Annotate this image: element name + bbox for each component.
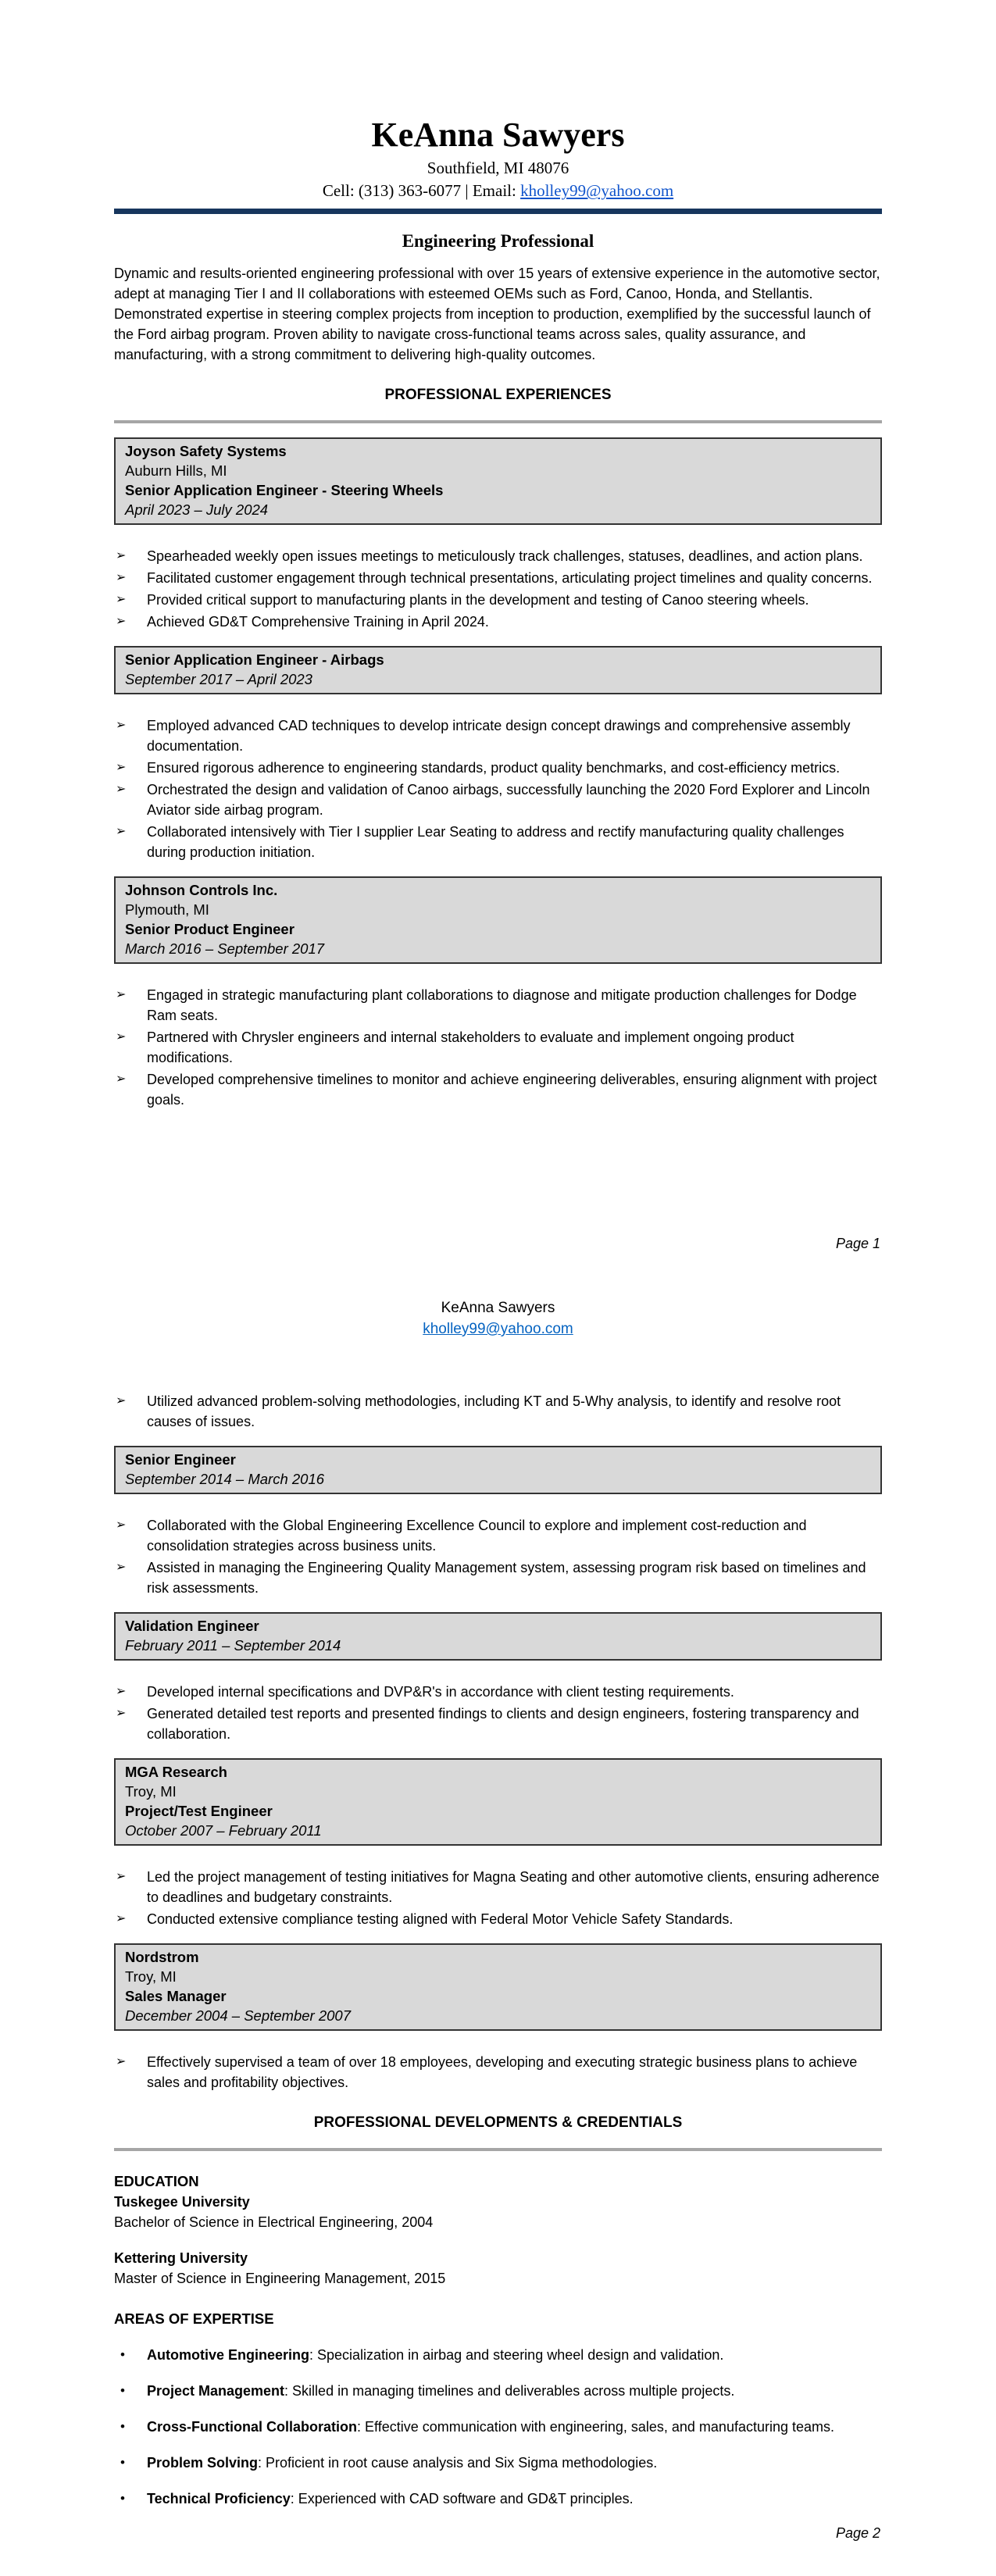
arrow-bullet-icon: ➢ xyxy=(116,1561,127,1574)
arrow-bullet-icon: ➢ xyxy=(116,1685,127,1698)
bullet-text: Ensured rigorous adherence to engineering standards, product quality benchmarks, and cost-efficiency metrics. xyxy=(147,759,841,776)
arrow-bullet-icon: ➢ xyxy=(116,570,127,584)
dot-bullet-icon: • xyxy=(120,2346,125,2362)
bullet-item xyxy=(114,780,882,820)
education-degree: Master of Science in Engineering Management, 2015 xyxy=(114,2270,446,2286)
expertise-description: : Skilled in managing timelines and deliverables across multiple projects. xyxy=(284,2382,735,2399)
bullet-list xyxy=(114,1867,882,1929)
section-heading-experiences: PROFESSIONAL EXPERIENCES xyxy=(384,387,612,404)
experience-header-line: Nordstrom xyxy=(125,1949,199,1965)
experience-header-line: April 2023 – July 2024 xyxy=(125,501,269,518)
dot-bullet-icon: • xyxy=(120,2418,125,2434)
arrow-bullet-icon: ➢ xyxy=(116,1072,127,1086)
bullet-text: Effectively supervised a team of over 18 employees, developing and executing strategic business plans to achieve sales and profitability objectives. xyxy=(147,2054,858,2090)
experience-header-line: Project/Test Engineer xyxy=(125,1803,273,1819)
bullet-item xyxy=(114,612,882,632)
bullet-text: Assisted in managing the Engineering Quality Management system, assessing program risk based on timelines and risk assessments. xyxy=(147,1560,866,1596)
arrow-bullet-icon: ➢ xyxy=(116,718,127,732)
arrow-bullet-icon: ➢ xyxy=(116,824,127,838)
expertise-description: : Experienced with CAD software and GD&T principles. xyxy=(290,2490,634,2506)
bullet-item xyxy=(114,715,882,756)
education-list xyxy=(114,2192,882,2289)
experience-header-box xyxy=(114,1943,882,2031)
experience-header-line: September 2014 – March 2016 xyxy=(125,1471,325,1487)
bullet-item xyxy=(114,985,882,1026)
bullet-item xyxy=(114,1682,882,1702)
arrow-bullet-icon: ➢ xyxy=(116,1707,127,1720)
bullet-text: Achieved GD&T Comprehensive Training in April 2024. xyxy=(147,613,489,630)
section-divider-rule xyxy=(114,420,882,423)
arrow-bullet-icon: ➢ xyxy=(116,1394,127,1408)
experience-header-line: Validation Engineer xyxy=(125,1618,259,1634)
bullet-item xyxy=(114,590,882,610)
bullet-item xyxy=(114,1704,882,1744)
bullet-item xyxy=(114,1027,882,1068)
experience-header-line: Joyson Safety Systems xyxy=(125,442,287,459)
expertise-text xyxy=(147,2381,734,2401)
bullet-list xyxy=(114,1515,882,1598)
experience-header-line: February 2011 – September 2014 xyxy=(125,1637,341,1654)
bullet-text: Facilitated customer engagement through technical presentations, articulating project timelines and quality concerns. xyxy=(147,569,873,586)
bullet-item xyxy=(114,1069,882,1110)
bullet-text: Collaborated intensively with Tier I supplier Lear Seating to address and rectify manufacturing quality challenges during production initiation. xyxy=(147,823,844,860)
experience-header-line: Plymouth, MI xyxy=(125,901,209,918)
experience-header-line: Senior Application Engineer - Airbags xyxy=(125,651,384,668)
experience-blocks-page2 xyxy=(114,1391,882,2093)
page-number-footer: Page 1 xyxy=(835,1236,880,1251)
bullet-list xyxy=(114,2052,882,2093)
experience-header-line: Johnson Controls Inc. xyxy=(125,881,278,898)
section-heading-credentials: PROFESSIONAL DEVELOPMENTS & CREDENTIALS xyxy=(313,2114,683,2131)
expertise-item xyxy=(114,2381,882,2401)
expertise-item xyxy=(114,2453,882,2473)
bullet-item xyxy=(114,568,882,588)
expertise-description: : Effective communication with engineering, sales, and manufacturing teams. xyxy=(357,2418,835,2435)
experience-blocks-page1 xyxy=(114,437,882,1110)
arrow-bullet-icon: ➢ xyxy=(116,1912,127,1925)
contact-prefix: Cell: (313) 363-6077 | Email: xyxy=(322,181,521,201)
expertise-term: Technical Proficiency xyxy=(147,2490,291,2506)
experience-header-line: Sales Manager xyxy=(125,1988,227,2004)
expertise-item xyxy=(114,2489,882,2509)
bullet-text: Orchestrated the design and validation of Canoo airbags, successfully launching the 2020 Ford Explorer and Lincoln Aviator side airbag program. xyxy=(147,781,870,818)
expertise-term: Cross-Functional Collaboration xyxy=(147,2418,358,2435)
page-number-footer: Page 2 xyxy=(835,2525,880,2541)
bullet-list xyxy=(114,546,882,632)
expertise-heading: AREAS OF EXPERTISE xyxy=(114,2310,274,2327)
arrow-bullet-icon: ➢ xyxy=(116,987,127,1001)
education-heading: EDUCATION xyxy=(114,2172,199,2189)
expertise-list xyxy=(114,2345,882,2509)
arrow-bullet-icon: ➢ xyxy=(116,760,127,774)
header-candidate-name: KeAnna Sawyers xyxy=(441,1300,555,1316)
bullet-text: Engaged in strategic manufacturing plant collaborations to diagnose and mitigate production challenges for Dodge Ram seats. xyxy=(147,987,857,1023)
experience-header-box xyxy=(114,437,882,525)
bullet-text: Collaborated with the Global Engineering Excellence Council to explore and implement cost-reduction and consolidation strategies across business units. xyxy=(147,1518,807,1554)
education-entry xyxy=(114,2248,882,2289)
experience-header-line: October 2007 – February 2011 xyxy=(125,1822,322,1839)
experience-header-line: December 2004 – September 2007 xyxy=(125,2007,351,2024)
bullet-text: Employed advanced CAD techniques to develop intricate design concept drawings and comprehensive assembly documentation. xyxy=(147,717,851,754)
arrow-bullet-icon: ➢ xyxy=(116,1029,127,1044)
bullet-text: Generated detailed test reports and presented findings to clients and design engineers, fostering transparency and collaboration. xyxy=(147,1706,859,1742)
expertise-term: Project Management xyxy=(147,2382,285,2399)
page2-running-header xyxy=(114,1297,882,1340)
experience-header-line: MGA Research xyxy=(125,1764,227,1780)
expertise-text xyxy=(147,2417,834,2437)
expertise-text xyxy=(147,2489,634,2509)
arrow-bullet-icon: ➢ xyxy=(116,614,127,628)
bullet-list xyxy=(114,715,882,862)
arrow-bullet-icon: ➢ xyxy=(116,1518,127,1532)
education-school: Tuskegee University xyxy=(114,2193,250,2210)
experience-header-box xyxy=(114,646,882,694)
bullet-item xyxy=(114,2052,882,2093)
experience-header-box xyxy=(114,1612,882,1661)
arrow-bullet-icon: ➢ xyxy=(116,592,127,606)
experience-header-line: March 2016 – September 2017 xyxy=(125,940,325,957)
expertise-item xyxy=(114,2345,882,2365)
experience-header-line: Troy, MI xyxy=(125,1783,177,1800)
bullet-text: Developed comprehensive timelines to monitor and achieve engineering deliverables, ensuring alignment with project goals. xyxy=(147,1071,877,1108)
bullet-item xyxy=(114,758,882,778)
expertise-description: : Specialization in airbag and steering wheel design and validation. xyxy=(309,2346,724,2363)
bullet-item xyxy=(114,822,882,862)
candidate-address: Southfield, MI 48076 xyxy=(427,159,569,178)
section-divider-rule xyxy=(114,2148,882,2151)
experience-header-box xyxy=(114,876,882,964)
expertise-item xyxy=(114,2417,882,2437)
bullet-text: Conducted extensive compliance testing aligned with Federal Motor Vehicle Safety Standards. xyxy=(147,1911,734,1927)
candidate-name: KeAnna Sawyers xyxy=(371,116,625,154)
bullet-list xyxy=(114,1391,882,1432)
dot-bullet-icon: • xyxy=(120,2382,125,2398)
experience-header-box xyxy=(114,1758,882,1846)
header-email-link[interactable]: kholley99@yahoo.com xyxy=(423,1321,573,1337)
experience-header-line: September 2017 – April 2023 xyxy=(125,670,312,687)
email-link[interactable]: kholley99@yahoo.com xyxy=(520,181,674,201)
bullet-item xyxy=(114,1557,882,1598)
bullet-text: Spearheaded weekly open issues meetings to meticulously track challenges, statuses, deadlines, and action plans. xyxy=(147,548,863,564)
bullet-text: Utilized advanced problem-solving methodologies, including KT and 5-Why analysis, to identify and resolve root causes of issues. xyxy=(147,1393,841,1429)
bullet-item xyxy=(114,546,882,566)
education-entry xyxy=(114,2192,882,2232)
bullet-list xyxy=(114,985,882,1110)
professional-summary: Dynamic and results-oriented engineering professional with over 15 years of extensive experience in the automotive sector, adept at managing Tier I and II collaborations with esteemed OEMs such as Ford, Canoo, Honda, and Stellantis. Demonstrated expertise in steering complex projects from inception to production, exemplified by the successful launch of the Ford airbag program. Proven ability to navigate cross-functional teams across sales, quality assurance, and manufacturing, with a strong commitment to delivering high-quality outcomes. xyxy=(114,266,880,363)
experience-header-line: Senior Product Engineer xyxy=(125,920,295,937)
arrow-bullet-icon: ➢ xyxy=(116,2055,127,2068)
resume-page-2 xyxy=(0,1288,996,2576)
education-degree: Bachelor of Science in Electrical Engineering, 2004 xyxy=(114,2214,434,2230)
expertise-text xyxy=(147,2345,723,2365)
experience-header-box xyxy=(114,1446,882,1494)
expertise-term: Problem Solving xyxy=(147,2454,259,2471)
bullet-item xyxy=(114,1391,882,1432)
experience-header-line: Troy, MI xyxy=(125,1968,177,1985)
bullet-list xyxy=(114,1682,882,1744)
bullet-text: Provided critical support to manufacturing plants in the development and testing of Canoo steering wheels. xyxy=(147,591,809,608)
arrow-bullet-icon: ➢ xyxy=(116,548,127,562)
arrow-bullet-icon: ➢ xyxy=(116,782,127,796)
education-school: Kettering University xyxy=(114,2250,248,2266)
expertise-description: : Proficient in root cause analysis and Six Sigma methodologies. xyxy=(258,2454,658,2471)
expertise-term: Automotive Engineering xyxy=(147,2346,310,2363)
bullet-item xyxy=(114,1867,882,1907)
contact-line xyxy=(114,181,882,201)
header-accent-bar xyxy=(114,209,882,214)
experience-header-line: Senior Application Engineer - Steering Wheels xyxy=(125,481,444,498)
bullet-item xyxy=(114,1909,882,1929)
dot-bullet-icon: • xyxy=(120,2454,125,2470)
expertise-text xyxy=(147,2453,657,2473)
dot-bullet-icon: • xyxy=(120,2490,125,2506)
experience-header-line: Auburn Hills, MI xyxy=(125,462,227,479)
bullet-text: Developed internal specifications and DVP&R's in accordance with client testing requirements. xyxy=(147,1684,734,1700)
bullet-text: Partnered with Chrysler engineers and internal stakeholders to evaluate and implement ongoing product modifications. xyxy=(147,1029,794,1065)
bullet-item xyxy=(114,1515,882,1556)
arrow-bullet-icon: ➢ xyxy=(116,1870,127,1883)
experience-header-line: Senior Engineer xyxy=(125,1451,236,1468)
bullet-text: Led the project management of testing initiatives for Magna Seating and other automotive clients, ensuring adherence to deadlines and budgetary constraints. xyxy=(147,1869,880,1905)
document-title: Engineering Professional xyxy=(402,230,594,251)
